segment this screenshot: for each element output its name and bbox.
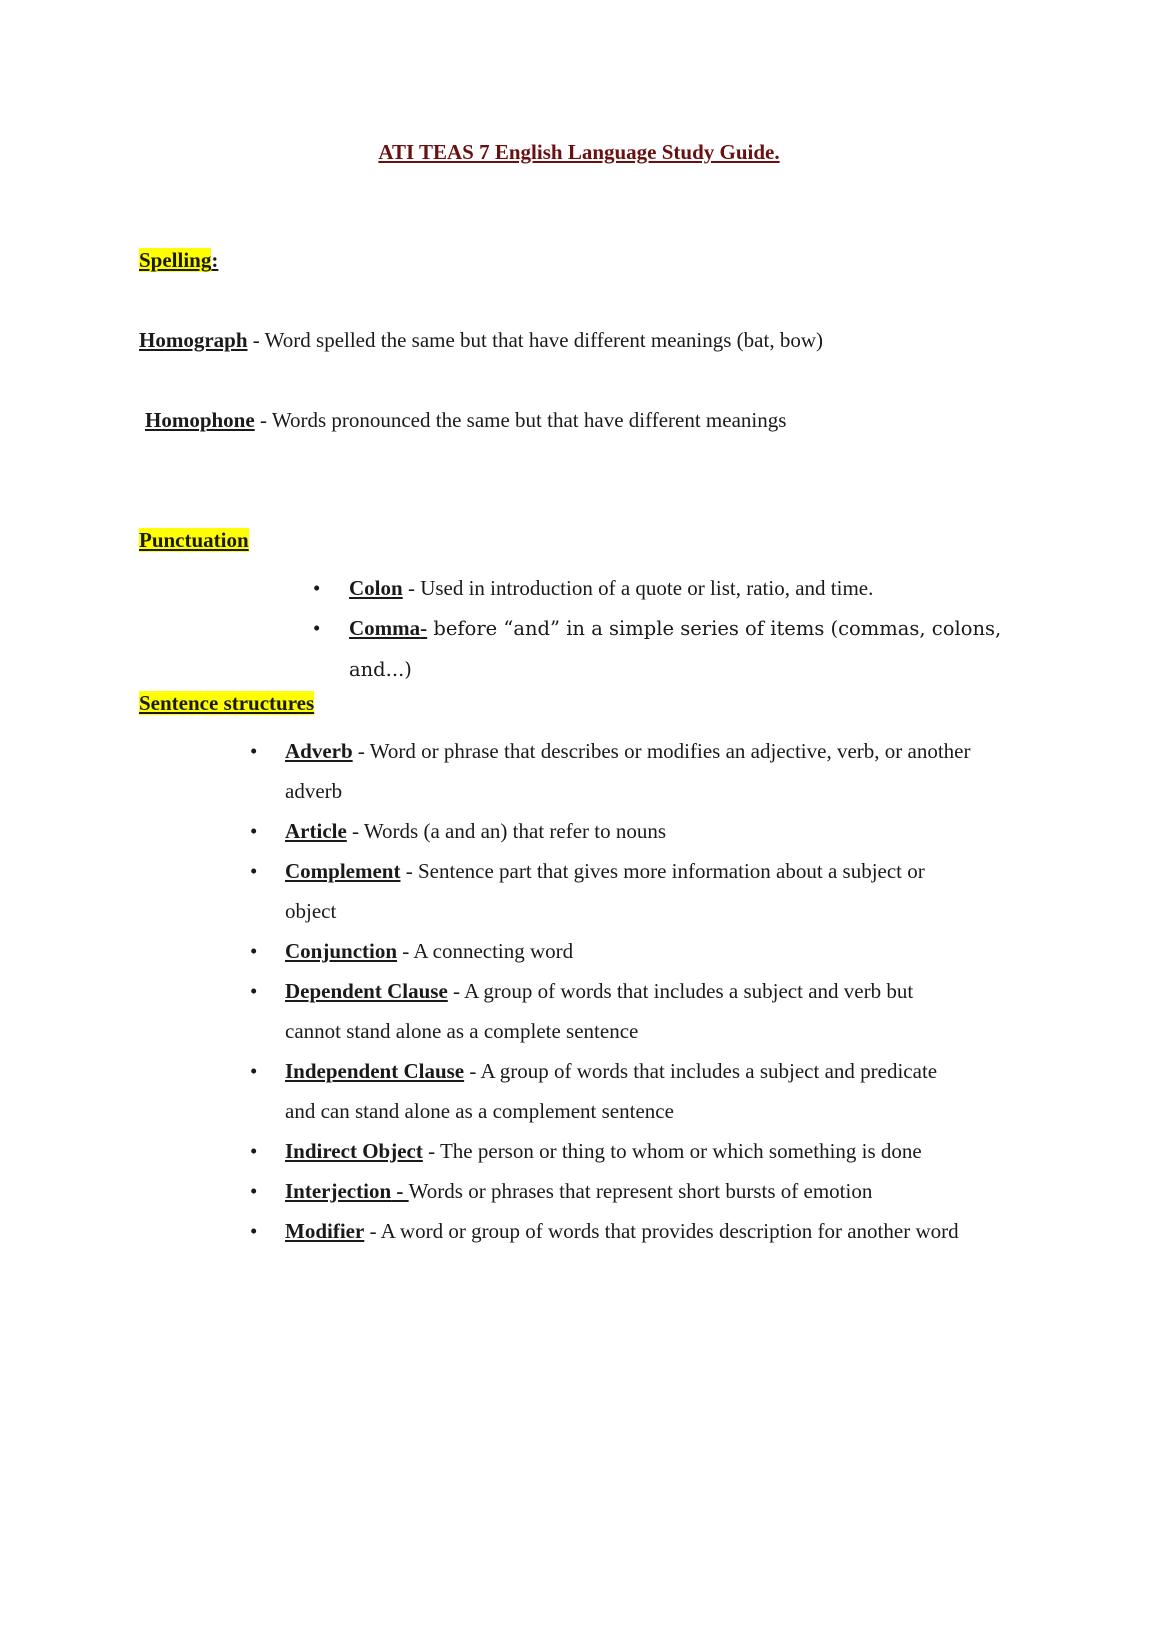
article-term: Article — [285, 819, 347, 843]
bullet-icon: • — [250, 819, 258, 843]
punctuation-heading — [139, 527, 249, 553]
comma-separator: - — [420, 616, 428, 640]
indirect-object-separator: - — [422, 1139, 440, 1163]
comma-text: before “and” in a simple series of items (commas, colons, and...) — [349, 617, 1002, 681]
spelling-heading-text: Spelling — [139, 248, 212, 272]
list-item — [250, 1131, 1055, 1171]
interjection-term: Interjection — [285, 1179, 392, 1203]
bullet-icon: • — [313, 576, 321, 600]
homophone-separator: - — [254, 408, 272, 432]
homophone-term: Homophone — [145, 408, 255, 432]
modifier-text: A word or group of words that provides description for another word — [380, 1219, 959, 1243]
conjunction-text: A connecting word — [413, 939, 574, 963]
conjunction-term: Conjunction — [285, 939, 398, 963]
colon-separator: - — [402, 576, 421, 600]
list-item — [250, 731, 1055, 811]
list-item — [250, 1051, 1055, 1131]
homograph-separator: - — [247, 328, 265, 352]
adverb-text-continued: adverb — [285, 779, 343, 803]
dependent-clause-term: Dependent Clause — [285, 979, 448, 1003]
list-item — [250, 1211, 1055, 1251]
list-item — [250, 1171, 1055, 1211]
bullet-icon: • — [250, 1219, 258, 1243]
bullet-icon: • — [313, 616, 321, 640]
spelling-heading — [139, 247, 218, 273]
modifier-separator: - — [364, 1219, 381, 1243]
list-item — [250, 971, 1055, 1051]
modifier-term: Modifier — [285, 1219, 365, 1243]
indirect-object-text: The person or thing to whom or which something is done — [439, 1139, 922, 1163]
punctuation-list — [313, 568, 1069, 690]
complement-separator: - — [400, 859, 418, 883]
punctuation-heading-text: Punctuation — [139, 528, 249, 552]
homograph-term: Homograph — [139, 328, 248, 352]
independent-clause-text: A group of words that includes a subject and predicate — [480, 1059, 938, 1083]
article-separator: - — [346, 819, 364, 843]
adverb-separator: - — [352, 739, 370, 763]
document-title: ATI TEAS 7 English Language Study Guide. — [378, 140, 780, 164]
indirect-object-term: Indirect Object — [285, 1139, 423, 1163]
bullet-icon: • — [250, 1179, 258, 1203]
independent-clause-text-continued: and can stand alone as a complement sentence — [285, 1099, 674, 1123]
independent-clause-term: Independent Clause — [285, 1059, 465, 1083]
adverb-text: Word or phrase that describes or modifies an adjective, verb, or another — [369, 739, 971, 763]
bullet-icon: • — [250, 739, 258, 763]
complement-text-continued: object — [285, 899, 337, 923]
bullet-icon: • — [250, 1139, 258, 1163]
list-item — [313, 608, 1069, 690]
adverb-term: Adverb — [285, 739, 353, 763]
list-item — [313, 568, 1069, 608]
complement-term: Complement — [285, 859, 401, 883]
dependent-clause-text-continued: cannot stand alone as a complete sentence — [285, 1019, 639, 1043]
list-item — [250, 851, 1055, 931]
independent-clause-separator: - — [464, 1059, 481, 1083]
homophone-text: Words pronounced the same but that have different meanings — [271, 408, 787, 432]
sentence-structures-heading — [139, 690, 314, 716]
interjection-text: Words or phrases that represent short bursts of emotion — [408, 1179, 873, 1203]
homophone-definition — [145, 407, 786, 433]
conjunction-separator: - — [397, 939, 414, 963]
bullet-icon: • — [250, 979, 258, 1003]
colon-term: Colon — [349, 576, 403, 600]
complement-text: Sentence part that gives more information about a subject or — [417, 859, 925, 883]
sentence-structures-list — [250, 731, 1055, 1251]
comma-term: Comma — [349, 616, 421, 640]
homograph-text: Word spelled the same but that have different meanings (bat, bow) — [264, 328, 823, 352]
article-text: Words (a and an) that refer to nouns — [363, 819, 667, 843]
bullet-icon: • — [250, 939, 258, 963]
colon-text: Used in introduction of a quote or list, ratio, and time. — [420, 576, 874, 600]
spelling-heading-colon: : — [211, 248, 219, 272]
bullet-icon: • — [250, 859, 258, 883]
list-item — [250, 931, 1055, 971]
dependent-clause-separator: - — [447, 979, 465, 1003]
interjection-separator: - — [391, 1179, 409, 1203]
homograph-definition — [139, 327, 823, 353]
list-item — [250, 811, 1055, 851]
dependent-clause-text: A group of words that includes a subject and verb but — [464, 979, 914, 1003]
bullet-icon: • — [250, 1059, 258, 1083]
sentence-structures-heading-text: Sentence structures — [139, 691, 315, 715]
